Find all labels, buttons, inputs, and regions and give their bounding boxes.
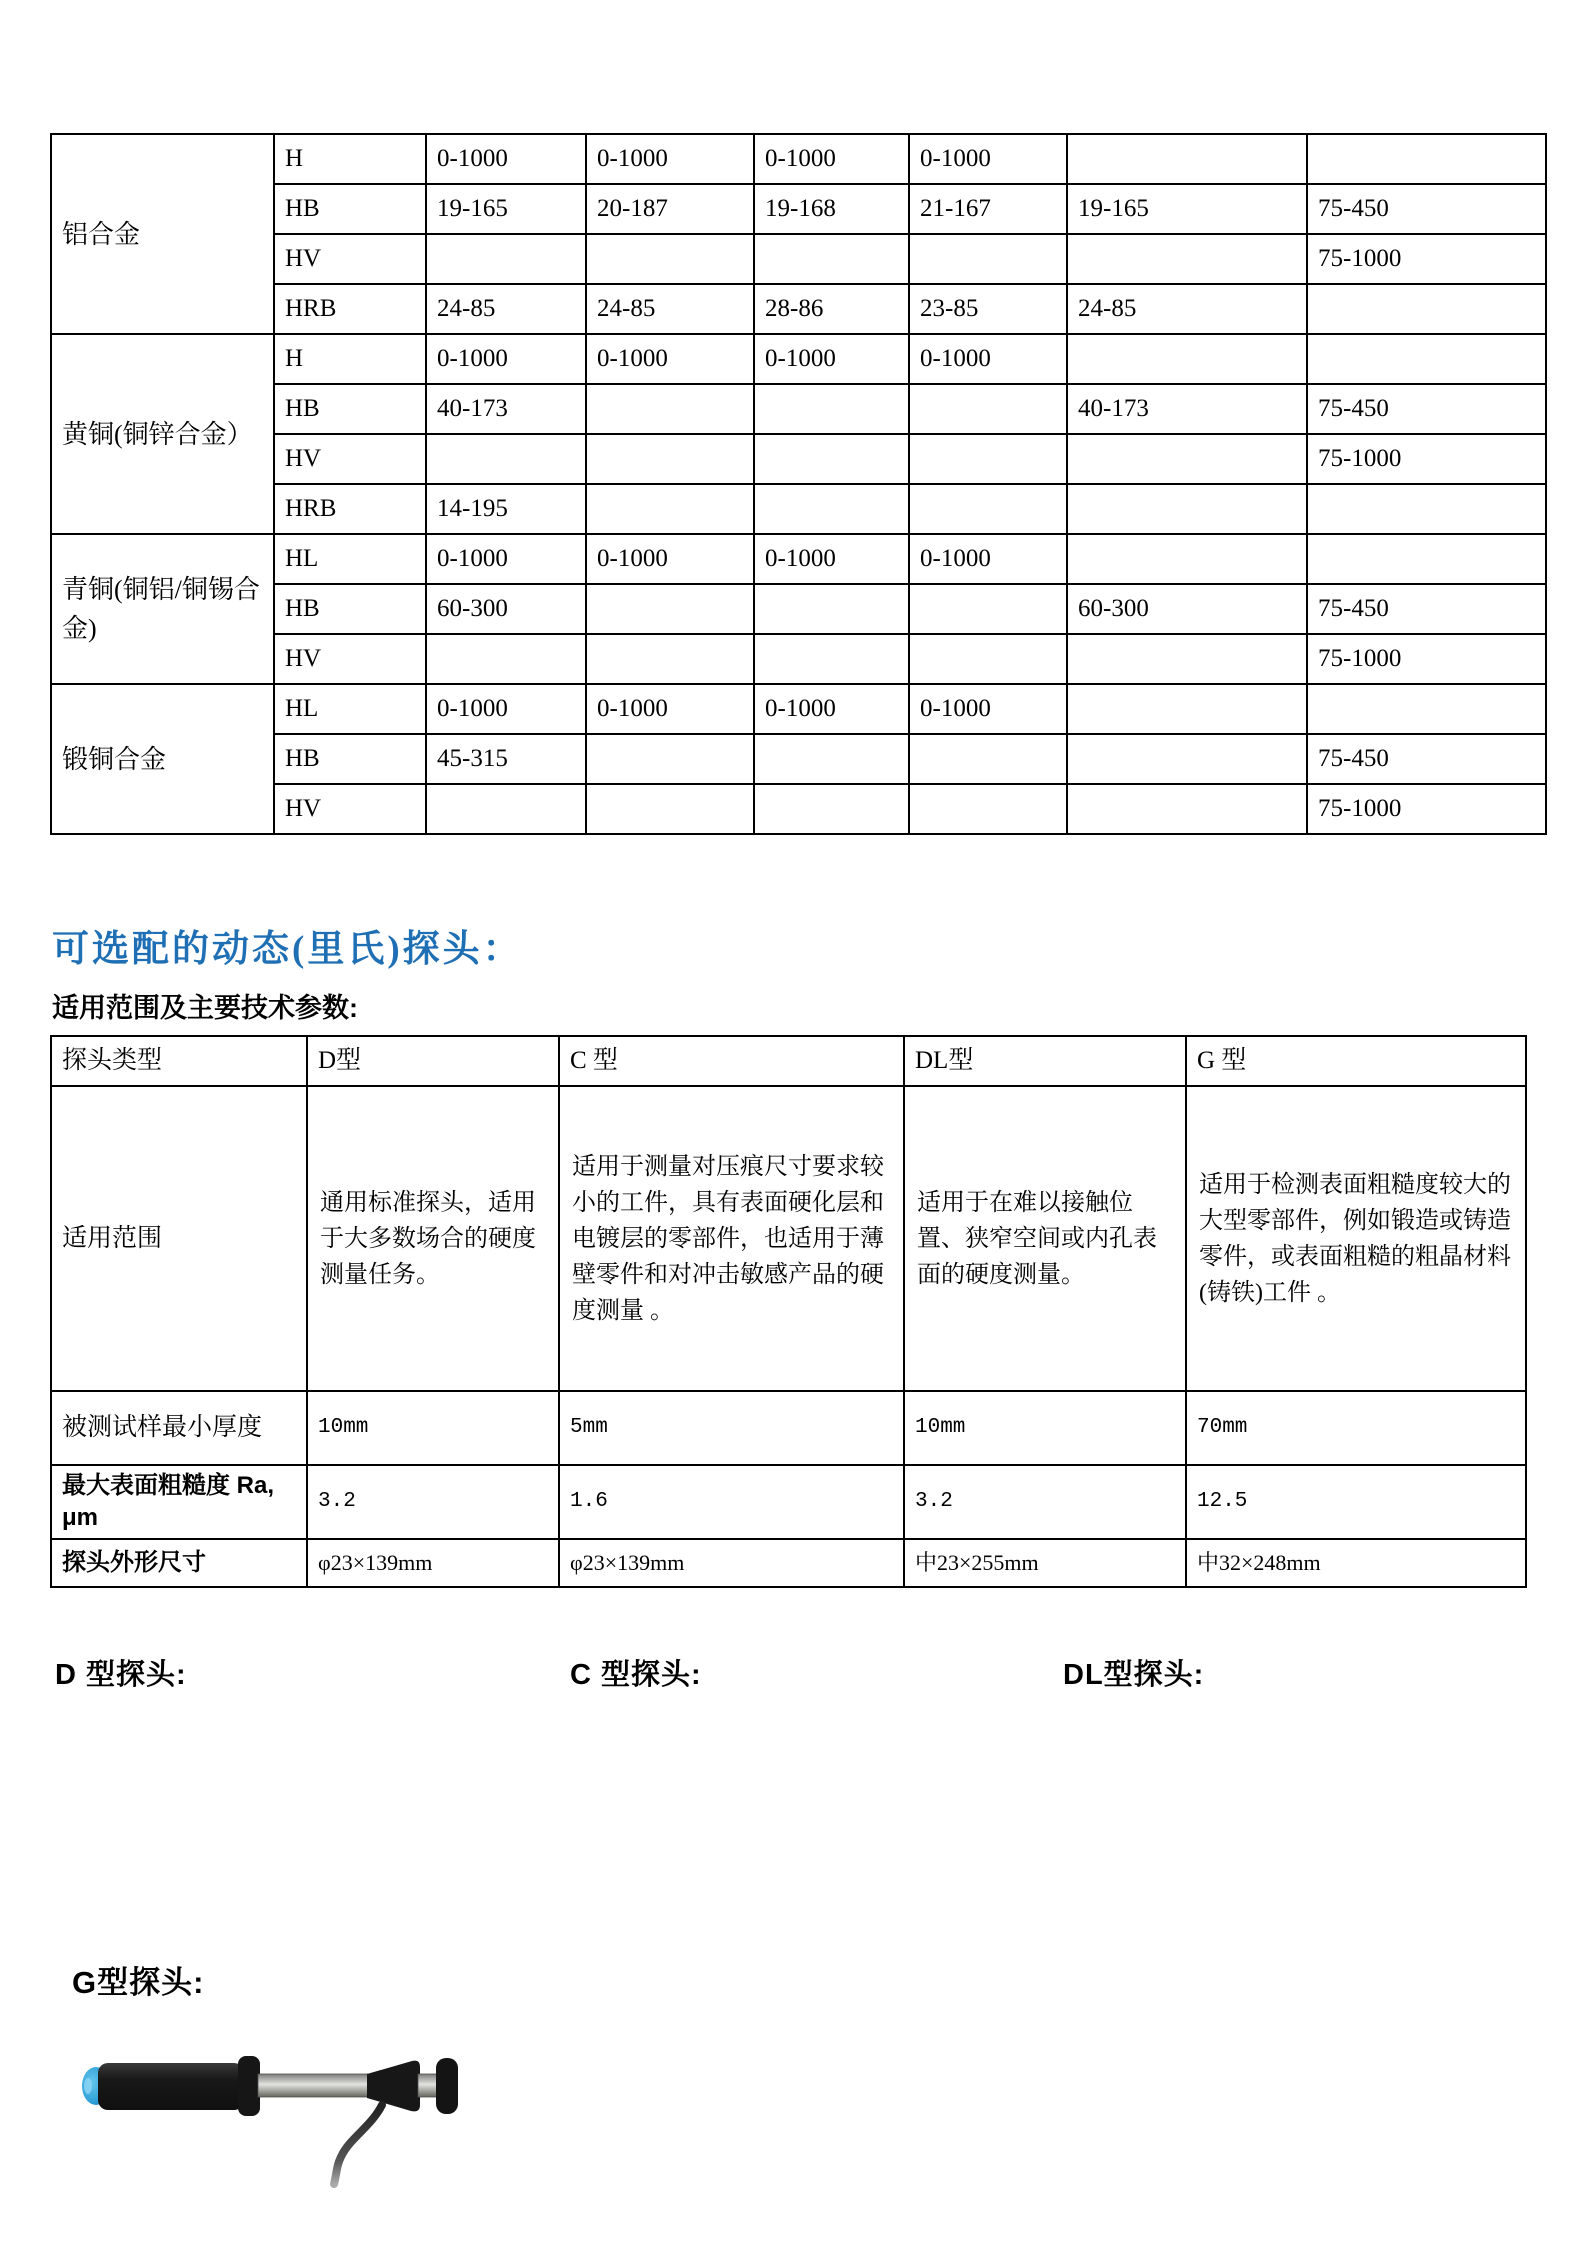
scale-cell: HB (274, 734, 426, 784)
value-cell (1067, 634, 1307, 684)
table-row (51, 734, 1546, 784)
header-cell: 探头类型 (51, 1036, 307, 1086)
value-cell (586, 234, 754, 284)
value-cell: 0-1000 (754, 134, 909, 184)
table-header-row (51, 1036, 1526, 1086)
g-probe-caption: G型探头: (72, 1965, 205, 2000)
value-cell (754, 734, 909, 784)
value-cell: 中23×255mm (904, 1539, 1186, 1587)
value-cell (586, 484, 754, 534)
value-cell: 0-1000 (426, 684, 586, 734)
value-cell (754, 584, 909, 634)
value-cell: 60-300 (426, 584, 586, 634)
scale-cell: HL (274, 684, 426, 734)
value-cell: 20-187 (586, 184, 754, 234)
value-cell: 75-450 (1307, 734, 1546, 784)
value-cell: 适用于测量对压痕尺寸要求较小的工件，具有表面硬化层和电镀层的零部件，也适用于薄壁零件和对冲击敏感产品的硬度测量 。 (559, 1086, 904, 1391)
scale-cell: HV (274, 634, 426, 684)
value-cell: 45-315 (426, 734, 586, 784)
value-cell: 0-1000 (754, 684, 909, 734)
value-cell (1067, 134, 1307, 184)
value-cell (909, 234, 1067, 284)
value-cell (909, 784, 1067, 834)
value-cell (1307, 284, 1546, 334)
value-cell: 28-86 (754, 284, 909, 334)
value-cell: 23-85 (909, 284, 1067, 334)
value-cell (586, 384, 754, 434)
g-probe-photo (80, 2053, 470, 2193)
dl-probe-caption: DL型探头: (1063, 1659, 1205, 1691)
value-cell (1307, 334, 1546, 384)
probe-spec-table (50, 1035, 1527, 1588)
table-row (51, 384, 1546, 434)
value-cell (1307, 484, 1546, 534)
value-cell: φ23×139mm (559, 1539, 904, 1587)
value-cell: 0-1000 (426, 134, 586, 184)
value-cell: 19-165 (1067, 184, 1307, 234)
table-row (51, 434, 1546, 484)
table-row (51, 234, 1546, 284)
table-row (51, 1539, 1526, 1587)
value-cell: 19-165 (426, 184, 586, 234)
scale-cell: H (274, 334, 426, 384)
value-cell (754, 634, 909, 684)
value-cell (1307, 534, 1546, 584)
material-cell: 黄铜(铜锌合金） (51, 334, 274, 534)
value-cell (1067, 434, 1307, 484)
section-heading: 可选配的动态(里氏)探头： (52, 929, 523, 970)
probe-rod (258, 2074, 368, 2097)
scale-cell: HB (274, 384, 426, 434)
value-cell (1067, 734, 1307, 784)
row-label-cell: 最大表面粗糙度 Ra, μm (51, 1465, 307, 1539)
value-cell (426, 634, 586, 684)
table-row (51, 534, 1546, 584)
value-cell: 0-1000 (754, 534, 909, 584)
value-cell (1067, 334, 1307, 384)
value-cell (586, 434, 754, 484)
scale-cell: HRB (274, 284, 426, 334)
value-cell: 24-85 (426, 284, 586, 334)
value-cell: 75-1000 (1307, 234, 1546, 284)
value-cell: 3.2 (904, 1465, 1186, 1539)
value-cell: 0-1000 (909, 684, 1067, 734)
table-row (51, 1391, 1526, 1465)
value-cell: 75-1000 (1307, 434, 1546, 484)
value-cell: 24-85 (1067, 284, 1307, 334)
probe-grip (98, 2063, 244, 2110)
scale-cell: HB (274, 584, 426, 634)
value-cell: 40-173 (426, 384, 586, 434)
value-cell (909, 634, 1067, 684)
header-cell: D型 (307, 1036, 559, 1086)
value-cell (426, 434, 586, 484)
section-subheading: 适用范围及主要技术参数: (52, 993, 358, 1023)
scale-cell: HRB (274, 484, 426, 534)
table-row (51, 584, 1546, 634)
value-cell (1307, 134, 1546, 184)
scale-cell: HL (274, 534, 426, 584)
value-cell (754, 784, 909, 834)
value-cell: 0-1000 (754, 334, 909, 384)
row-label-cell: 被测试样最小厚度 (51, 1391, 307, 1465)
value-cell: 75-450 (1307, 584, 1546, 634)
value-cell (909, 734, 1067, 784)
value-cell: 21-167 (909, 184, 1067, 234)
value-cell: 75-1000 (1307, 784, 1546, 834)
value-cell: 0-1000 (586, 334, 754, 384)
value-cell (909, 584, 1067, 634)
material-cell: 青铜(铜铝/铜锡合金) (51, 534, 274, 684)
value-cell: 0-1000 (909, 134, 1067, 184)
table-row (51, 634, 1546, 684)
value-cell (1067, 784, 1307, 834)
value-cell (754, 234, 909, 284)
probe-end-disc (436, 2058, 458, 2114)
value-cell: 0-1000 (426, 534, 586, 584)
probe-cable (334, 2105, 382, 2184)
scale-cell: HB (274, 184, 426, 234)
table-row (51, 484, 1546, 534)
value-cell: 0-1000 (909, 334, 1067, 384)
header-cell: DL型 (904, 1036, 1186, 1086)
value-cell: 75-1000 (1307, 634, 1546, 684)
value-cell (754, 484, 909, 534)
value-cell: 0-1000 (586, 684, 754, 734)
value-cell: 中32×248mm (1186, 1539, 1526, 1587)
table-row (51, 784, 1546, 834)
value-cell: 5mm (559, 1391, 904, 1465)
value-cell: 40-173 (1067, 384, 1307, 434)
value-cell (1067, 684, 1307, 734)
value-cell: 0-1000 (586, 134, 754, 184)
value-cell (1067, 234, 1307, 284)
value-cell: 60-300 (1067, 584, 1307, 634)
value-cell: 通用标准探头，适用于大多数场合的硬度测量任务。 (307, 1086, 559, 1391)
value-cell: 0-1000 (426, 334, 586, 384)
header-cell: G 型 (1186, 1036, 1526, 1086)
value-cell (586, 584, 754, 634)
d-probe-caption: D 型探头: (55, 1659, 187, 1691)
value-cell: 0-1000 (586, 534, 754, 584)
scale-cell: H (274, 134, 426, 184)
row-label-cell: 适用范围 (51, 1086, 307, 1391)
value-cell (909, 434, 1067, 484)
c-probe-caption: C 型探头: (570, 1659, 702, 1691)
value-cell: 10mm (307, 1391, 559, 1465)
value-cell (586, 784, 754, 834)
value-cell: 75-450 (1307, 384, 1546, 434)
value-cell: 14-195 (426, 484, 586, 534)
table-row (51, 134, 1546, 184)
value-cell (1067, 484, 1307, 534)
value-cell (754, 384, 909, 434)
value-cell (426, 234, 586, 284)
scale-cell: HV (274, 784, 426, 834)
hardness-conversion-table (50, 133, 1547, 835)
value-cell: 75-450 (1307, 184, 1546, 234)
value-cell (426, 784, 586, 834)
value-cell (754, 434, 909, 484)
value-cell (586, 634, 754, 684)
value-cell (1307, 684, 1546, 734)
scale-cell: HV (274, 234, 426, 284)
value-cell: 适用于检测表面粗糙度较大的大型零部件，例如锻造或铸造零件，或表面粗糙的粗晶材料(铸铁)工件 。 (1186, 1086, 1526, 1391)
material-cell: 锻铜合金 (51, 684, 274, 834)
value-cell: 70mm (1186, 1391, 1526, 1465)
value-cell (909, 384, 1067, 434)
scale-cell: HV (274, 434, 426, 484)
row-label-cell: 探头外形尺寸 (51, 1539, 307, 1587)
value-cell (586, 734, 754, 784)
value-cell: 0-1000 (909, 534, 1067, 584)
table-row (51, 1465, 1526, 1539)
value-cell: 3.2 (307, 1465, 559, 1539)
table-row (51, 284, 1546, 334)
value-cell: 1.6 (559, 1465, 904, 1539)
probe-cone (367, 2061, 420, 2112)
value-cell: φ23×139mm (307, 1539, 559, 1587)
value-cell: 12.5 (1186, 1465, 1526, 1539)
value-cell: 19-168 (754, 184, 909, 234)
table-row (51, 184, 1546, 234)
table-row (51, 334, 1546, 384)
value-cell (909, 484, 1067, 534)
table-row (51, 1086, 1526, 1391)
probe-flange (238, 2056, 260, 2116)
material-cell: 铝合金 (51, 134, 274, 334)
value-cell: 适用于在难以接触位置、狭窄空间或内孔表面的硬度测量。 (904, 1086, 1186, 1391)
value-cell: 24-85 (586, 284, 754, 334)
value-cell (1067, 534, 1307, 584)
table-row (51, 684, 1546, 734)
header-cell: C 型 (559, 1036, 904, 1086)
value-cell: 10mm (904, 1391, 1186, 1465)
